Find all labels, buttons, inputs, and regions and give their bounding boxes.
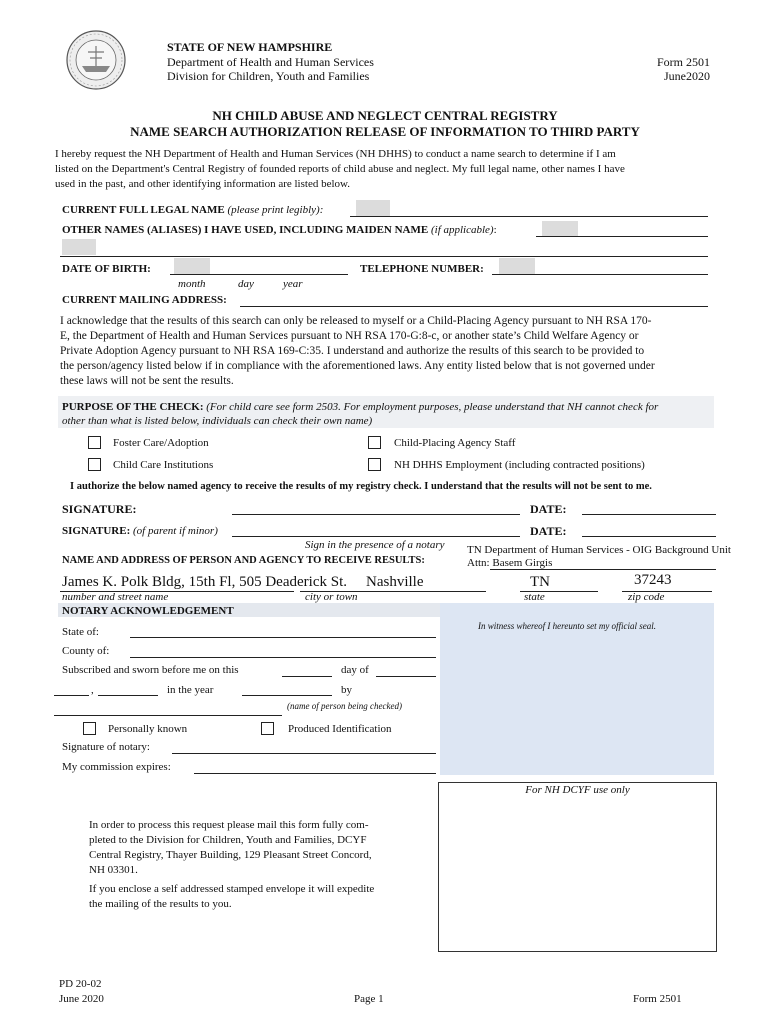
aliases-line-2 [60,256,708,257]
notary-presence-hint: Sign in the presence of a notary [305,539,445,551]
date-line[interactable] [582,514,716,515]
notary-county-line[interactable] [130,657,436,658]
header-state: STATE OF NEW HAMPSHIRE [167,40,333,54]
comma-sep: , [91,684,94,696]
zip-hint: zip code [628,591,665,603]
dob-year-hint: year [283,278,303,290]
recipient-agency: TN Department of Human Services - OIG Background Unit [467,544,731,556]
aliases-line [536,236,708,237]
page-subtitle: NAME SEARCH AUTHORIZATION RELEASE OF INFORMATION TO THIRD PARTY [130,124,640,139]
name-checked-hint: (name of person being checked) [287,701,402,711]
notary-month-line[interactable] [376,676,436,677]
child-placing-label: Child-Placing Agency Staff [394,437,516,449]
mail-line: the mailing of the results to you. [89,898,232,910]
recipient-zip[interactable]: 37243 [634,572,672,588]
header-form-number: Form 2501 [656,55,710,69]
commission-expires-label: My commission expires: [62,761,171,773]
child-placing-checkbox[interactable] [368,436,381,449]
foster-care-label: Foster Care/Adoption [113,437,209,449]
dhhs-employment-checkbox[interactable] [368,458,381,471]
aliases-label: OTHER NAMES (ALIASES) I HAVE USED, INCLUDING MAIDEN NAME (if applicable): [62,224,497,236]
ack-line: Private Adoption Agency pursuant to NH RSA 169-C:35. I understand and authorize the results of this search to be provided to [60,345,645,357]
mail-line: pleted to the Division for Children, Youth and Families, DCYF [89,834,367,846]
footer-form: Form 2501 [633,993,682,1005]
date-label: DATE: [530,502,567,516]
recipient-city[interactable]: Nashville [366,574,424,590]
address-label: CURRENT MAILING ADDRESS: [62,294,227,306]
intro-line: used in the past, and other identifying information are listed below. [55,178,350,190]
aliases-input-2[interactable] [62,239,96,255]
child-care-checkbox[interactable] [88,458,101,471]
address-line[interactable] [240,306,708,307]
commission-expires-line[interactable] [194,773,436,774]
ack-line: I acknowledge that the results of this search can only be released to myself or a Child-Placing Agency pursuant to NH RSA 170- [60,315,652,327]
mail-line: NH 03301. [89,864,138,876]
purpose-text-2: other than what is listed below, individuals can check their own name) [62,415,373,427]
header-department: Department of Health and Human Services [167,55,374,69]
day-of-label: day of [341,664,369,676]
signature-label: SIGNATURE: [62,502,137,516]
notary-date-line[interactable] [98,695,158,696]
dob-day-hint: day [238,278,254,290]
notary-state-line[interactable] [130,637,436,638]
authorize-statement: I authorize the below named agency to receive the results of my registry check. I understand that the results will not be sent to me. [70,481,652,492]
notary-day-line[interactable] [282,676,332,677]
ack-line: E, the Department of Health and Human Services pursuant to NH RSA 170-G:8-c, or another state’s Child Welfare Agency or [60,330,639,342]
mail-line: Central Registry, Thayer Building, 129 Pleasant Street Concord, [89,849,372,861]
recipient-state[interactable]: TN [530,574,550,590]
street-hint: number and street name [62,591,169,603]
parent-signature-line[interactable] [232,536,520,537]
mail-line: If you enclose a self addressed stamped envelope it will expedite [89,883,375,895]
by-label: by [341,684,352,696]
witness-text: In witness whereof I hereunto set my official seal. [478,621,657,631]
office-use-label: For NH DCYF use only [525,784,630,796]
recipient-name-line[interactable] [490,569,716,570]
page-title: NH CHILD ABUSE AND NEGLECT CENTRAL REGISTRY [212,108,558,123]
produced-id-label: Produced Identification [288,723,392,735]
footer-date: June 2020 [59,993,104,1005]
notary-county-label: County of: [62,645,110,657]
mail-line: In order to process this request please mail this form fully com- [89,819,369,831]
recipient-attn: Attn: Basem Girgis [467,557,553,569]
ack-line: these laws will not be sent the results. [60,375,234,387]
header-division: Division for Children, Youth and Families [167,69,370,83]
phone-input[interactable] [499,258,535,275]
legal-name-input[interactable] [356,200,390,217]
state-hint: state [524,591,545,603]
intro-line: listed on the Department's Central Registry of founded reports of child abuse and neglect. My full legal name, other names I have [55,163,625,175]
notary-heading: NOTARY ACKNOWLEDGEMENT [62,605,234,617]
legal-name-line [350,216,708,217]
notary-year-line[interactable] [242,695,332,696]
aliases-input[interactable] [542,221,578,236]
signature-line[interactable] [232,514,520,515]
city-hint: city or town [305,591,358,603]
in-year-label: in the year [167,684,214,696]
phone-line [492,274,708,275]
dob-input[interactable] [174,258,210,275]
foster-care-checkbox[interactable] [88,436,101,449]
notary-signature-label: Signature of notary: [62,741,150,753]
office-use-box [438,782,717,952]
dhhs-employment-label: NH DHHS Employment (including contracted positions) [394,459,645,471]
header-form-date: June2020 [664,69,710,83]
recipient-street[interactable]: James K. Polk Bldg, 15th Fl, 505 Deaderick St. [62,574,347,590]
dob-label: DATE OF BIRTH: [62,263,151,275]
produced-id-checkbox[interactable] [261,722,274,735]
date-label-2: DATE: [530,524,567,538]
notary-signature-line[interactable] [172,753,436,754]
intro-line: I hereby request the NH Department of Health and Human Services (NH DHHS) to conduct a name search to determine if I am [55,148,616,160]
parent-signature-label: SIGNATURE: (of parent if minor) [62,525,218,537]
purpose-text: PURPOSE OF THE CHECK: (For child care see form 2503. For employment purposes, please understand that NH cannot check for [62,401,659,413]
footer-page: Page 1 [354,993,384,1005]
recipient-label: NAME AND ADDRESS OF PERSON AND AGENCY TO RECEIVE RESULTS: [62,555,425,566]
legal-name-label: CURRENT FULL LEGAL NAME (please print legibly): [62,204,324,216]
dob-line [170,274,348,275]
date-line-2[interactable] [582,536,716,537]
notary-month-line-2[interactable] [54,695,89,696]
dob-month-hint: month [178,278,206,290]
child-care-label: Child Care Institutions [113,459,214,471]
notary-state-label: State of: [62,626,99,638]
phone-label: TELEPHONE NUMBER: [360,263,484,275]
personally-known-label: Personally known [108,723,188,735]
state-seal-logo [66,30,126,90]
notary-name-line[interactable] [54,715,282,716]
ack-line: the person/agency listed below if in compliance with the aforementioned laws. Any entity listed below that is not governed under [60,360,655,372]
footer-code: PD 20-02 [59,978,102,990]
subscribed-label: Subscribed and sworn before me on this [62,664,239,676]
personally-known-checkbox[interactable] [83,722,96,735]
